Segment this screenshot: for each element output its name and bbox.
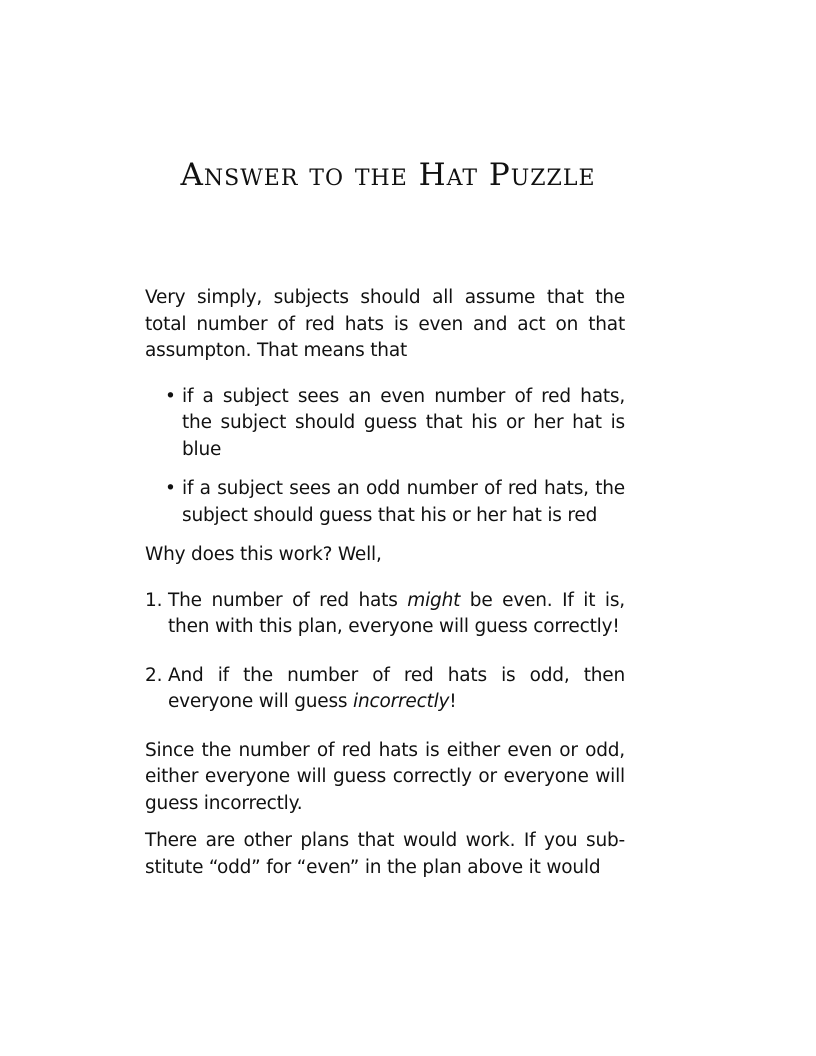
item-emphasis: incorrectly — [353, 691, 450, 712]
bullet-item-even — [145, 384, 625, 464]
bullet-text: if a subject sees an even number of red hats, the subject should guess that his or her hat is blue — [182, 385, 625, 460]
item-text-before: The number of red hats — [168, 589, 408, 611]
document-body — [145, 285, 625, 881]
why-paragraph: Why does this work? Well, — [145, 544, 382, 565]
item-text-after: ! — [449, 691, 457, 712]
conclusion-paragraph: Since the number of red hats is either even or odd, either everyone will guess correctly or everyone will guess incorrectly. — [145, 739, 625, 814]
item-text-before: And if the number of red hats is odd, then everyone will guess — [168, 664, 625, 712]
numbered-item-2 — [145, 663, 625, 716]
reason-numbered-list — [145, 588, 625, 716]
other-plans-paragraph: There are other plans that would work. If you sub-stitute “odd” for “even” in the plan above it would — [145, 830, 625, 878]
item-text-after: be even. If it is, then with this plan, everyone will guess correctly! — [168, 589, 625, 637]
intro-paragraph: Very simply, subjects should all assume that the total number of red hats is even and act on that assumpton. That means that — [145, 287, 625, 361]
bullet-icon: • — [165, 478, 176, 499]
bullet-item-odd — [145, 476, 625, 529]
numbered-item-1 — [145, 588, 625, 641]
bullet-icon: • — [165, 385, 176, 407]
item-number: 1. — [145, 589, 163, 611]
plan-bullet-list — [145, 384, 625, 530]
item-number: 2. — [145, 664, 163, 686]
page-title: Answer to the Hat Puzzle — [180, 157, 596, 193]
item-emphasis: might — [407, 589, 461, 611]
bullet-text: if a subject sees an odd number of red hats, the subject should guess that his or her hat is red — [182, 478, 625, 526]
